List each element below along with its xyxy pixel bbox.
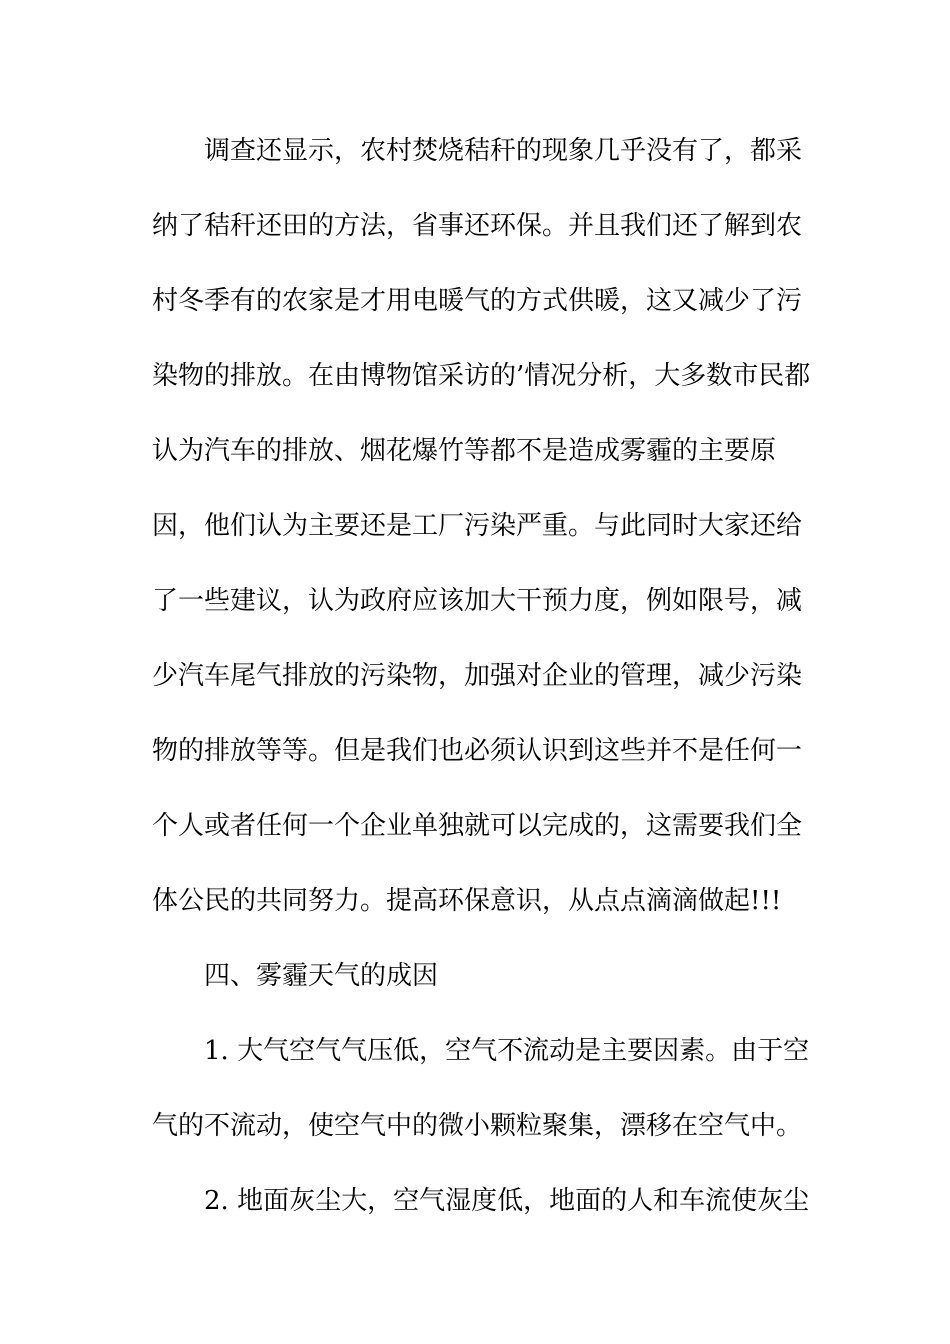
paragraph-line: 认为汽车的排放、烟花爆竹等都不是造成雾霾的主要原 [152, 436, 777, 466]
list-item-line: 2. 地面灰尘大，空气湿度低，地面的人和车流使灰尘 [204, 1186, 810, 1216]
paragraph-line: 少汽车尾气排放的污染物，加强对企业的管理，减少污染 [152, 661, 803, 691]
paragraph-line: 调查还显示，农村焚烧秸秆的现象几乎没有了，都采 [204, 136, 803, 166]
list-item-line: 1. 大气空气气压低，空气不流动是主要因素。由于空 [204, 1036, 810, 1066]
list-item-line: 气的不流动，使空气中的微小颗粒聚集，漂移在空气中。 [152, 1111, 803, 1141]
paragraph-line: 纳了秸秆还田的方法，省事还环保。并且我们还了解到农 [152, 211, 803, 241]
paragraph-line: 染物的排放。在由博物馆采访的’情况分析，大多数市民都 [152, 361, 811, 391]
paragraph-line: 村冬季有的农家是才用电暖气的方式供暖，这又减少了污 [152, 286, 803, 316]
section-heading: 四、雾霾天气的成因 [204, 961, 439, 991]
paragraph-line: 了一些建议，认为政府应该加大干预力度，例如限号，减 [152, 586, 803, 616]
paragraph-line: 体公民的共同努力。提高环保意识，从点点滴滴做起!!! [152, 886, 782, 916]
paragraph-line: 物的排放等等。但是我们也必须认识到这些并不是任何一 [152, 736, 803, 766]
paragraph-line: 个人或者任何一个企业单独就可以完成的，这需要我们全 [152, 811, 803, 841]
paragraph-line: 因，他们认为主要还是工厂污染严重。与此同时大家还给 [152, 511, 803, 541]
